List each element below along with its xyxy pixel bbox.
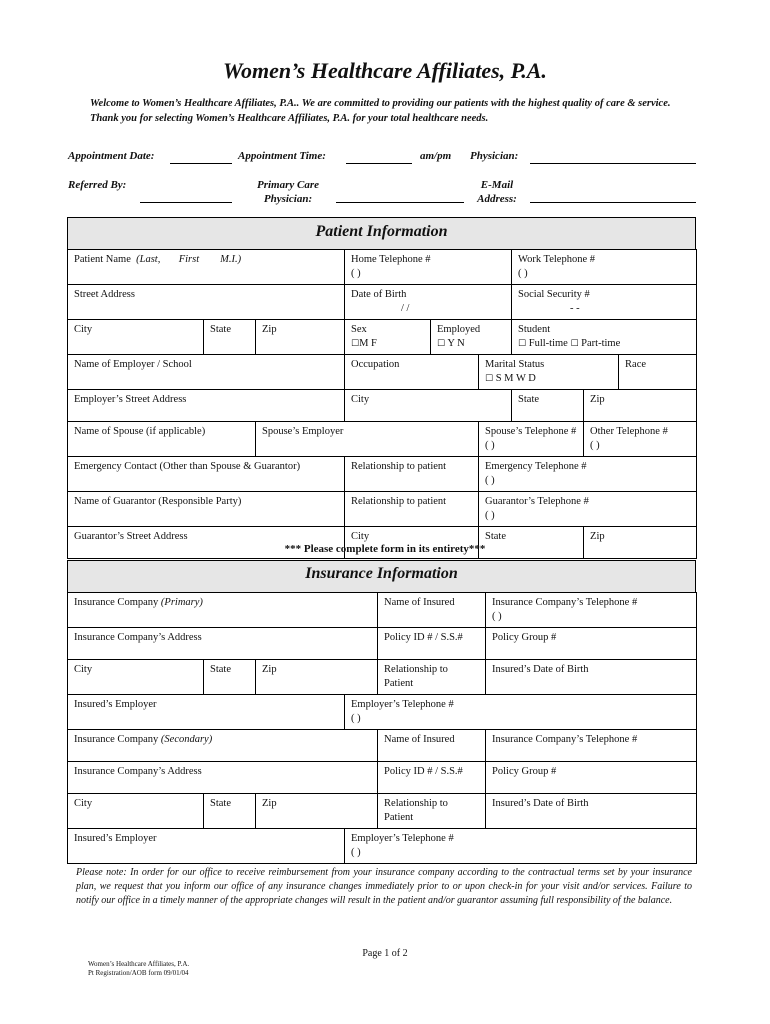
policy-id-label: Policy ID # / S.S.# xyxy=(384,632,463,643)
complete-form-note: *** Please complete form in its entirety*** xyxy=(284,543,486,555)
policy-group-label: Policy Group # xyxy=(492,766,557,777)
marital-status-options: S M W D xyxy=(495,373,536,384)
work-telephone-label: Work Telephone # xyxy=(518,254,595,265)
policy-group-label: Policy Group # xyxy=(492,632,557,643)
dob-cell[interactable] xyxy=(345,285,512,320)
primary-state-cell[interactable] xyxy=(204,660,256,695)
company-address-label: Insurance Company’s Address xyxy=(74,766,202,777)
name-insured-label: Name of Insured xyxy=(384,597,455,608)
checkbox-icon[interactable]: ☐ xyxy=(437,339,446,349)
other-telephone-cell[interactable] xyxy=(584,422,697,457)
insurance-change-note: Please note: In order for our office to receive reimbursement from your insurance company according to the contractual terms set by your insurance plan, we request that you inform our office of any insurance changes immediately prior to or upon check-in for your visit and/or services. Failure to notify our office in a timely manner of the appropriate changes will result in the patient and/or guarantor assuming full responsibility of the balance. xyxy=(76,867,692,906)
ampm-label: am/pm xyxy=(420,150,452,162)
city-label: City xyxy=(74,798,93,809)
occupation-cell[interactable] xyxy=(345,355,479,390)
secondary-insurance-company-cell[interactable] xyxy=(68,730,378,762)
employer-telephone-paren: ( ) xyxy=(351,847,361,858)
pcp-field[interactable] xyxy=(336,202,464,203)
checkbox-icon[interactable]: ☐ xyxy=(518,339,527,349)
primary-employer-telephone-cell[interactable] xyxy=(345,695,697,730)
referred-by-label: Referred By: xyxy=(68,179,127,191)
home-telephone-label: Home Telephone # xyxy=(351,254,431,265)
insurance-info-heading: Insurance Information xyxy=(67,560,696,593)
work-telephone-paren: ( ) xyxy=(518,268,528,279)
footer-company: Women’s Healthcare Affiliates, P.A. xyxy=(88,960,190,968)
dob-label: Date of Birth xyxy=(351,289,407,300)
employer-state-cell[interactable] xyxy=(512,390,584,422)
insured-employer-label: Insured’s Employer xyxy=(74,833,157,844)
secondary-employer-telephone-cell[interactable] xyxy=(345,829,697,864)
spouse-employer-cell[interactable] xyxy=(256,422,479,457)
secondary-zip-cell[interactable] xyxy=(256,794,378,829)
patient-name-label: Patient Name xyxy=(74,254,131,265)
page-title: Women’s Healthcare Affiliates, P.A. xyxy=(223,58,547,83)
secondary-policy-group-cell[interactable] xyxy=(486,762,697,794)
company-address-label: Insurance Company’s Address xyxy=(74,632,202,643)
state-cell[interactable] xyxy=(204,320,256,355)
insurance-company-label: Insurance Company xyxy=(74,734,159,745)
email-label-line1: E-Mail xyxy=(480,179,514,191)
checkbox-icon[interactable]: ☐ xyxy=(485,374,494,384)
other-telephone-label: Other Telephone # xyxy=(590,426,668,437)
primary-relationship-cell[interactable] xyxy=(378,660,486,695)
secondary-state-cell[interactable] xyxy=(204,794,256,829)
occupation-label: Occupation xyxy=(351,359,400,370)
other-telephone-paren: ( ) xyxy=(590,440,600,451)
secondary-name-insured-cell[interactable] xyxy=(378,730,486,762)
sex-label: Sex xyxy=(351,324,367,335)
state-label: State xyxy=(210,324,231,335)
insured-dob-label: Insured’s Date of Birth xyxy=(492,664,589,675)
employed-cell[interactable] xyxy=(431,320,512,355)
name-insured-label: Name of Insured xyxy=(384,734,455,745)
patient-name-cell[interactable] xyxy=(68,250,345,285)
company-telephone-label: Insurance Company’s Telephone # xyxy=(492,597,638,608)
marital-status-cell[interactable] xyxy=(479,355,619,390)
employer-telephone-label: Employer’s Telephone # xyxy=(351,833,454,844)
secondary-policy-id-cell[interactable] xyxy=(378,762,486,794)
employed-options: Y N xyxy=(447,338,465,349)
secondary-company-telephone-cell[interactable] xyxy=(486,730,697,762)
physician-field[interactable] xyxy=(530,163,696,164)
employer-zip-cell[interactable] xyxy=(584,390,697,422)
city-label: City xyxy=(74,664,93,675)
employer-telephone-label: Employer’s Telephone # xyxy=(351,699,454,710)
secondary-label: (Secondary) xyxy=(160,734,213,745)
patient-info-heading: Patient Information xyxy=(67,217,696,250)
emergency-contact-cell[interactable] xyxy=(68,457,345,492)
appointment-time-label: Appointment Time: xyxy=(238,150,326,162)
street-address-label: Street Address xyxy=(74,289,135,300)
street-address-cell[interactable] xyxy=(68,285,345,320)
relationship-label: Relationship to Patient xyxy=(384,664,448,689)
spouse-telephone-paren: ( ) xyxy=(485,440,495,451)
student-parttime: Part-time xyxy=(581,338,621,349)
emergency-telephone-cell[interactable] xyxy=(479,457,697,492)
form-footer xyxy=(88,960,189,978)
marital-status-label: Marital Status xyxy=(485,359,545,370)
secondary-company-address-cell[interactable] xyxy=(68,762,378,794)
home-telephone-cell[interactable] xyxy=(345,250,512,285)
state-label: State xyxy=(210,798,231,809)
primary-name-insured-cell[interactable] xyxy=(378,593,486,628)
spouse-telephone-label: Spouse’s Telephone # xyxy=(485,426,577,437)
city-label: City xyxy=(74,324,93,335)
secondary-city-cell[interactable] xyxy=(68,794,204,829)
appointment-date-label: Appointment Date: xyxy=(68,150,155,162)
emergency-telephone-paren: ( ) xyxy=(485,475,495,486)
spouse-telephone-cell[interactable] xyxy=(479,422,584,457)
guarantor-city-label: City xyxy=(351,531,370,542)
insurance-company-label: Insurance Company xyxy=(74,597,159,608)
patient-name-last: (Last, xyxy=(136,254,161,265)
primary-zip-cell[interactable] xyxy=(256,660,378,695)
guarantor-name-label: Name of Guarantor (Responsible Party) xyxy=(74,496,242,507)
guarantor-state-label: State xyxy=(485,531,506,542)
footer-form-id: Pt Registration/AOB form 09/01/04 xyxy=(88,969,189,977)
guarantor-telephone-cell[interactable] xyxy=(479,492,697,527)
appointment-date-field[interactable] xyxy=(170,163,232,164)
email-field[interactable] xyxy=(530,202,696,203)
race-cell[interactable] xyxy=(619,355,697,390)
employer-telephone-paren: ( ) xyxy=(351,713,361,724)
zip-label: Zip xyxy=(262,798,277,809)
home-telephone-paren: ( ) xyxy=(351,268,361,279)
welcome-text: Welcome to Women’s Healthcare Affiliates, P.A.. We are committed to providing our patients with the highest quality of care & service. Thank you for selecting Women’s Healthcare Affiliates, P.A. for your total healthcare needs. xyxy=(90,98,671,124)
guarantor-relationship-cell[interactable] xyxy=(345,492,479,527)
secondary-insured-employer-cell[interactable] xyxy=(68,829,345,864)
checkbox-icon[interactable]: ☐ xyxy=(351,339,360,349)
ssn-dashes: - - xyxy=(570,303,580,314)
email-label-line2: Address: xyxy=(477,193,517,205)
emergency-relationship-cell[interactable] xyxy=(345,457,479,492)
employer-label: Name of Employer / School xyxy=(74,359,192,370)
checkbox-icon[interactable]: ☐ xyxy=(570,339,579,349)
sex-options: M F xyxy=(359,338,377,349)
spouse-name-label: Name of Spouse (if applicable) xyxy=(74,426,206,437)
employed-label: Employed xyxy=(437,324,481,335)
employer-zip-label: Zip xyxy=(590,394,605,405)
student-cell[interactable] xyxy=(512,320,697,355)
zip-label: Zip xyxy=(262,324,277,335)
primary-insured-employer-cell[interactable] xyxy=(68,695,345,730)
patient-name-mi: M.I.) xyxy=(220,254,242,265)
referred-by-field[interactable] xyxy=(140,202,232,203)
guarantor-telephone-label: Guarantor’s Telephone # xyxy=(485,496,589,507)
dob-slashes: / / xyxy=(401,303,410,314)
primary-policy-group-cell[interactable] xyxy=(486,628,697,660)
guarantor-relationship-label: Relationship to patient xyxy=(351,496,447,507)
spouse-employer-label: Spouse’s Employer xyxy=(262,426,344,437)
primary-city-cell[interactable] xyxy=(68,660,204,695)
guarantor-name-cell[interactable] xyxy=(68,492,345,527)
employer-state-label: State xyxy=(518,394,540,405)
ssn-cell[interactable] xyxy=(512,285,697,320)
secondary-insured-dob-cell[interactable] xyxy=(486,794,697,829)
primary-insured-dob-cell[interactable] xyxy=(486,660,697,695)
primary-label: (Primary) xyxy=(160,597,203,608)
student-label: Student xyxy=(518,324,551,335)
pcp-label-line1: Primary Care xyxy=(256,179,320,191)
state-label: State xyxy=(210,664,231,675)
guarantor-telephone-paren: ( ) xyxy=(485,510,495,521)
appointment-time-field[interactable] xyxy=(346,163,412,164)
guarantor-zip-label: Zip xyxy=(590,531,605,542)
sex-cell[interactable] xyxy=(345,320,431,355)
company-telephone-paren: ( ) xyxy=(492,611,502,622)
relationship-label: Relationship to Patient xyxy=(384,798,448,823)
employer-street-label: Employer’s Street Address xyxy=(74,394,187,405)
pcp-label-line2: Physician: xyxy=(263,193,313,205)
insurance-info-table xyxy=(67,592,697,864)
employer-city-label: City xyxy=(351,394,370,405)
policy-id-label: Policy ID # / S.S.# xyxy=(384,766,463,777)
patient-info-table xyxy=(67,249,697,559)
city-cell[interactable] xyxy=(68,320,204,355)
company-telephone-label: Insurance Company’s Telephone # xyxy=(492,734,638,745)
employer-street-cell[interactable] xyxy=(68,390,345,422)
race-label: Race xyxy=(625,359,647,370)
page-number: Page 1 of 2 xyxy=(362,948,408,959)
emergency-telephone-label: Emergency Telephone # xyxy=(485,461,587,472)
spouse-name-cell[interactable] xyxy=(68,422,256,457)
insured-employer-label: Insured’s Employer xyxy=(74,699,157,710)
primary-company-telephone-cell[interactable] xyxy=(486,593,697,628)
physician-label: Physician: xyxy=(470,150,519,162)
primary-policy-id-cell[interactable] xyxy=(378,628,486,660)
zip-cell[interactable] xyxy=(256,320,345,355)
employer-city-cell[interactable] xyxy=(345,390,512,422)
primary-company-address-cell[interactable] xyxy=(68,628,378,660)
insured-dob-label: Insured’s Date of Birth xyxy=(492,798,589,809)
zip-label: Zip xyxy=(262,664,277,675)
student-fulltime: Full-time xyxy=(528,338,568,349)
patient-name-first: First xyxy=(178,254,200,265)
primary-insurance-company-cell[interactable] xyxy=(68,593,378,628)
emergency-contact-label: Emergency Contact (Other than Spouse & Guarantor) xyxy=(74,461,301,472)
employer-cell[interactable] xyxy=(68,355,345,390)
work-telephone-cell[interactable] xyxy=(512,250,697,285)
emergency-relationship-label: Relationship to patient xyxy=(351,461,447,472)
secondary-relationship-cell[interactable] xyxy=(378,794,486,829)
guarantor-street-label: Guarantor’s Street Address xyxy=(74,531,188,542)
ssn-label: Social Security # xyxy=(518,289,590,300)
